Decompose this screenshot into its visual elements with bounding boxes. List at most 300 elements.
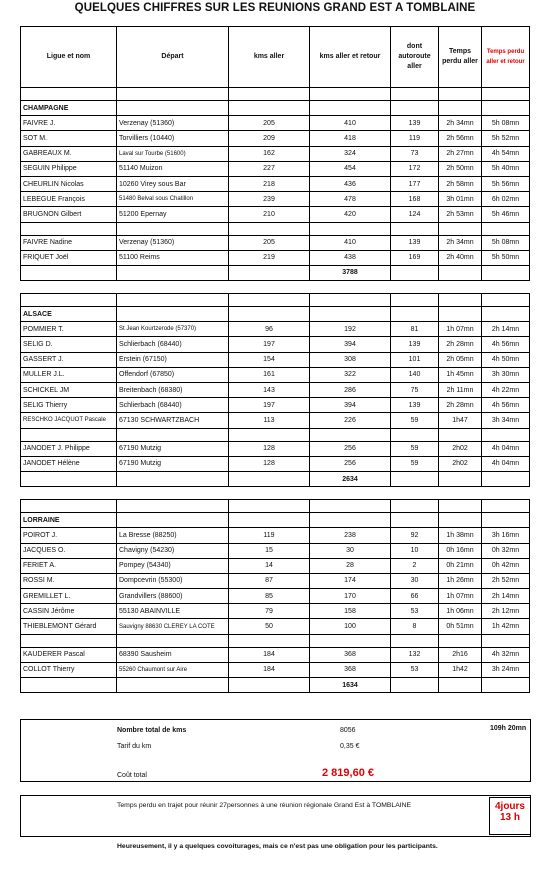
- kms-aller-cell: 184: [229, 647, 310, 662]
- temps-ar-cell: 3h 16mn: [482, 528, 530, 543]
- temps-ar-cell: 4h 56mn: [482, 337, 530, 352]
- temps-ar-cell: 5h 56mn: [482, 176, 530, 191]
- temps-cell: 2h 34mn: [439, 116, 482, 131]
- kms-aller-cell: 15: [229, 543, 310, 558]
- spacer-cell: [310, 281, 391, 294]
- data-table: [20, 26, 530, 693]
- temps-ar-cell: 0h 42mn: [482, 558, 530, 573]
- table-row: [21, 337, 530, 352]
- temps-cell: 2h 58mn: [439, 176, 482, 191]
- kms-ar-cell: 420: [310, 207, 391, 222]
- kms-ar-cell: 256: [310, 441, 391, 456]
- departure-cell: Laval sur Tourbe (51600): [117, 146, 229, 161]
- name-cell: POMMIER T.: [21, 322, 117, 337]
- kms-aller-cell: 219: [229, 250, 310, 265]
- kms-ar-cell: 368: [310, 662, 391, 677]
- name-cell: GABREAUX M.: [21, 146, 117, 161]
- name-cell: RESCHKO JACQUOT Pascale: [21, 413, 117, 428]
- spacer-cell: [117, 428, 229, 441]
- total-empty-cell: [117, 265, 229, 280]
- name-cell: ROSSI M.: [21, 573, 117, 588]
- header-temps-ar: Temps perdu aller et retour: [482, 27, 530, 88]
- departure-cell: Grandvillers (88600): [117, 589, 229, 604]
- spacer-cell: [482, 294, 530, 307]
- name-cell: THIEBLEMONT Gérard: [21, 619, 117, 634]
- spacer-cell: [229, 222, 310, 235]
- spacer-cell: [229, 88, 310, 101]
- kms-aller-cell: 143: [229, 383, 310, 398]
- temps-cell: 2h02: [439, 456, 482, 471]
- name-cell: MULLER J.L.: [21, 367, 117, 382]
- name-cell: FAIVRE Nadine: [21, 235, 117, 250]
- departure-cell: Schlierbach (68440): [117, 398, 229, 413]
- departure-cell: La Bresse (88250): [117, 528, 229, 543]
- region-empty-cell: [117, 101, 229, 116]
- region-empty-cell: [391, 307, 439, 322]
- temps-cell: 2h 34mn: [439, 235, 482, 250]
- table-row: [21, 367, 530, 382]
- header-temps: Temps perdu aller: [439, 27, 482, 88]
- table-row: [21, 543, 530, 558]
- cost-value: 2 819,60 €: [322, 767, 374, 779]
- departure-cell: 67190 Mutzig: [117, 456, 229, 471]
- kms-aller-cell: 197: [229, 398, 310, 413]
- temps-ar-cell: 2h 14mn: [482, 589, 530, 604]
- spacer-cell: [21, 428, 117, 441]
- kms-ar-cell: 322: [310, 367, 391, 382]
- table-row: [21, 619, 530, 634]
- region-name: CHAMPAGNE: [21, 101, 117, 116]
- total-empty-cell: [482, 265, 530, 280]
- kms-ar-cell: 438: [310, 250, 391, 265]
- temps-ar-cell: 4h 22mn: [482, 383, 530, 398]
- table-row: [21, 176, 530, 191]
- spacer-cell: [21, 88, 117, 101]
- departure-cell: 67190 Mutzig: [117, 441, 229, 456]
- header-autoroute: dont autoroute aller: [391, 27, 439, 88]
- kms-ar-cell: 174: [310, 573, 391, 588]
- departure-cell: Breitenbach (68380): [117, 383, 229, 398]
- temps-ar-cell: 5h 08mn: [482, 116, 530, 131]
- table-row: [21, 558, 530, 573]
- autoroute-cell: 101: [391, 352, 439, 367]
- table-row: [21, 383, 530, 398]
- autoroute-cell: 92: [391, 528, 439, 543]
- autoroute-cell: 30: [391, 573, 439, 588]
- total-kms-value: 8056: [340, 727, 356, 734]
- header-kms-ar: kms aller et retour: [310, 27, 391, 88]
- name-cell: JANODET J. Philippe: [21, 441, 117, 456]
- total-empty-cell: [229, 265, 310, 280]
- name-cell: FRIQUET Joël: [21, 250, 117, 265]
- temps-ar-cell: 5h 52mn: [482, 131, 530, 146]
- spacer-cell: [391, 634, 439, 647]
- spacer-row: [21, 634, 530, 647]
- page-title: QUELQUES CHIFFRES SUR LES REUNIONS GRAND EST A TOMBLAINE: [74, 2, 476, 14]
- spacer-cell: [21, 222, 117, 235]
- temps-cell: 2h 50mn: [439, 161, 482, 176]
- table-row: [21, 456, 530, 471]
- region-empty-cell: [310, 101, 391, 116]
- departure-cell: St Jean Kourtzerode (57370): [117, 322, 229, 337]
- header-kms-aller: kms aller: [229, 27, 310, 88]
- temps-ar-cell: 4h 50mn: [482, 352, 530, 367]
- spacer-cell: [439, 281, 482, 294]
- spacer-cell: [439, 222, 482, 235]
- spacer-cell: [229, 500, 310, 513]
- kms-ar-cell: 100: [310, 619, 391, 634]
- temps-ar-cell: 5h 46mn: [482, 207, 530, 222]
- autoroute-cell: 2: [391, 558, 439, 573]
- kms-ar-cell: 324: [310, 146, 391, 161]
- table-row: [21, 573, 530, 588]
- spacer-cell: [310, 634, 391, 647]
- name-cell: JACQUES O.: [21, 543, 117, 558]
- name-cell: POIROT J.: [21, 528, 117, 543]
- table-row: [21, 352, 530, 367]
- total-empty-cell: [439, 471, 482, 486]
- kms-aller-cell: 50: [229, 619, 310, 634]
- autoroute-cell: 172: [391, 161, 439, 176]
- autoroute-cell: 177: [391, 176, 439, 191]
- temps-ar-cell: 2h 52mn: [482, 573, 530, 588]
- temps-cell: 2h02: [439, 441, 482, 456]
- spacer-cell: [117, 281, 229, 294]
- autoroute-cell: 168: [391, 192, 439, 207]
- spacer-cell: [117, 634, 229, 647]
- kms-ar-cell: 308: [310, 352, 391, 367]
- autoroute-cell: 53: [391, 662, 439, 677]
- name-cell: FAIVRE J.: [21, 116, 117, 131]
- table-row: [21, 131, 530, 146]
- region-empty-cell: [117, 307, 229, 322]
- spacer-cell: [391, 88, 439, 101]
- spacer-cell: [229, 487, 310, 500]
- temps-cell: 2h 28mn: [439, 398, 482, 413]
- autoroute-cell: 81: [391, 322, 439, 337]
- table-row: [21, 207, 530, 222]
- departure-cell: Torvilliers (10440): [117, 131, 229, 146]
- spacer-cell: [229, 428, 310, 441]
- header-ligue: Ligue et nom: [21, 27, 117, 88]
- temps-cell: 0h 21mn: [439, 558, 482, 573]
- temps-ar-cell: 4h 04mn: [482, 441, 530, 456]
- autoroute-cell: 139: [391, 398, 439, 413]
- name-cell: SEGUIN Philippe: [21, 161, 117, 176]
- autoroute-cell: 139: [391, 235, 439, 250]
- region-total-row: [21, 678, 530, 693]
- departure-cell: 51200 Epernay: [117, 207, 229, 222]
- name-cell: SELIG Thierry: [21, 398, 117, 413]
- kms-ar-cell: 478: [310, 192, 391, 207]
- kms-ar-cell: 368: [310, 647, 391, 662]
- spacer-cell: [117, 222, 229, 235]
- kms-aller-cell: 85: [229, 589, 310, 604]
- spacer-cell: [482, 500, 530, 513]
- lost-time-text: Temps perdu en trajet pour réunir 27personnes à une réunion régionale Grand Est à TOMBLAINE: [117, 802, 412, 809]
- region-name: LORRAINE: [21, 513, 117, 528]
- tarif-value: 0,35 €: [340, 743, 360, 750]
- table-row: [21, 250, 530, 265]
- spacer-cell: [310, 222, 391, 235]
- temps-cell: 1h 06mn: [439, 604, 482, 619]
- region-empty-cell: [391, 101, 439, 116]
- departure-cell: 10260 Virey sous Bar: [117, 176, 229, 191]
- autoroute-cell: 139: [391, 116, 439, 131]
- departure-cell: Pompey (54340): [117, 558, 229, 573]
- name-cell: GASSERT J.: [21, 352, 117, 367]
- departure-cell: 67130 SCHWARTZBACH: [117, 413, 229, 428]
- name-cell: CHEURLIN Nicolas: [21, 176, 117, 191]
- autoroute-cell: 59: [391, 441, 439, 456]
- autoroute-cell: 59: [391, 413, 439, 428]
- region-empty-cell: [310, 307, 391, 322]
- temps-ar-cell: 5h 40mn: [482, 161, 530, 176]
- temps-ar-cell: 3h 24mn: [482, 662, 530, 677]
- region-empty-cell: [439, 307, 482, 322]
- departure-cell: Sauvigny 88630 CLEREY LA COTE: [117, 619, 229, 634]
- table-row: [21, 528, 530, 543]
- spacer-cell: [391, 487, 439, 500]
- kms-aller-cell: 218: [229, 176, 310, 191]
- region-total-row: [21, 265, 530, 280]
- name-cell: LEBEGUE François: [21, 192, 117, 207]
- kms-aller-cell: 96: [229, 322, 310, 337]
- spacer-cell: [117, 294, 229, 307]
- total-empty-cell: [482, 678, 530, 693]
- spacer-cell: [117, 487, 229, 500]
- autoroute-cell: 119: [391, 131, 439, 146]
- departure-cell: Offendorf (67850): [117, 367, 229, 382]
- spacer-cell: [310, 487, 391, 500]
- total-empty-cell: [117, 678, 229, 693]
- kms-aller-cell: 14: [229, 558, 310, 573]
- temps-cell: 2h 05mn: [439, 352, 482, 367]
- spacer-cell: [391, 500, 439, 513]
- temps-cell: 0h 16mn: [439, 543, 482, 558]
- region-total-value: 3788: [310, 265, 391, 280]
- kms-aller-cell: 79: [229, 604, 310, 619]
- region-empty-cell: [229, 307, 310, 322]
- kms-ar-cell: 454: [310, 161, 391, 176]
- temps-ar-cell: 5h 50mn: [482, 250, 530, 265]
- temps-cell: 2h 28mn: [439, 337, 482, 352]
- table-row: [21, 161, 530, 176]
- total-empty-cell: [117, 471, 229, 486]
- temps-cell: 2h 53mn: [439, 207, 482, 222]
- spacer-cell: [439, 634, 482, 647]
- spacer-cell: [482, 428, 530, 441]
- temps-ar-cell: 6h 02mn: [482, 192, 530, 207]
- departure-cell: Verzenay (51360): [117, 235, 229, 250]
- region-total-row: [21, 471, 530, 486]
- name-cell: JANODET Hélène: [21, 456, 117, 471]
- table-header-row: [21, 27, 530, 88]
- lost-time-result-box: [489, 797, 531, 835]
- departure-cell: 51100 Reims: [117, 250, 229, 265]
- kms-aller-cell: 210: [229, 207, 310, 222]
- temps-ar-cell: 0h 32mn: [482, 543, 530, 558]
- name-cell: SOT M.: [21, 131, 117, 146]
- kms-ar-cell: 410: [310, 235, 391, 250]
- departure-cell: 51480 Belval sous Chatillon: [117, 192, 229, 207]
- table-row: [21, 322, 530, 337]
- temps-ar-cell: 4h 32mn: [482, 647, 530, 662]
- autoroute-cell: 139: [391, 337, 439, 352]
- autoroute-cell: 10: [391, 543, 439, 558]
- spacer-cell: [229, 281, 310, 294]
- temps-ar-cell: 2h 12mn: [482, 604, 530, 619]
- kms-ar-cell: 256: [310, 456, 391, 471]
- kms-ar-cell: 158: [310, 604, 391, 619]
- total-empty-cell: [391, 265, 439, 280]
- region-empty-cell: [229, 101, 310, 116]
- autoroute-cell: 53: [391, 604, 439, 619]
- departure-cell: 51140 Muizon: [117, 161, 229, 176]
- total-kms-label: Nombre total de kms: [117, 727, 187, 734]
- spacer-cell: [391, 222, 439, 235]
- total-empty-cell: [391, 678, 439, 693]
- total-empty-cell: [439, 678, 482, 693]
- table-row: [21, 192, 530, 207]
- spacer-row: [21, 428, 530, 441]
- temps-ar-cell: 3h 30mn: [482, 367, 530, 382]
- spacer-cell: [482, 281, 530, 294]
- region-empty-cell: [229, 513, 310, 528]
- spacer-row: [21, 88, 530, 101]
- total-empty-cell: [391, 471, 439, 486]
- summary-box: [20, 719, 531, 782]
- total-empty-cell: [482, 471, 530, 486]
- kms-aller-cell: 162: [229, 146, 310, 161]
- table-row: [21, 441, 530, 456]
- name-cell: SCHICKEL JM: [21, 383, 117, 398]
- region-empty-cell: [482, 513, 530, 528]
- kms-aller-cell: 128: [229, 456, 310, 471]
- temps-ar-cell: 2h 14mn: [482, 322, 530, 337]
- total-empty-cell: [21, 471, 117, 486]
- name-cell: CASSIN Jérôme: [21, 604, 117, 619]
- kms-ar-cell: 30: [310, 543, 391, 558]
- total-empty-cell: [229, 678, 310, 693]
- kms-aller-cell: 197: [229, 337, 310, 352]
- table-row: [21, 604, 530, 619]
- kms-ar-cell: 226: [310, 413, 391, 428]
- spacer-cell: [21, 634, 117, 647]
- kms-ar-cell: 170: [310, 589, 391, 604]
- spacer-row: [21, 500, 530, 513]
- kms-ar-cell: 394: [310, 337, 391, 352]
- temps-cell: 2h 27mn: [439, 146, 482, 161]
- departure-cell: Verzenay (51360): [117, 116, 229, 131]
- kms-aller-cell: 209: [229, 131, 310, 146]
- spacer-row: [21, 281, 530, 294]
- lost-hours: 13 h: [499, 812, 520, 823]
- total-empty-cell: [21, 265, 117, 280]
- temps-cell: 1h 07mn: [439, 322, 482, 337]
- kms-ar-cell: 28: [310, 558, 391, 573]
- table-row: [21, 398, 530, 413]
- kms-ar-cell: 418: [310, 131, 391, 146]
- temps-ar-cell: 1h 42mn: [482, 619, 530, 634]
- kms-ar-cell: 436: [310, 176, 391, 191]
- temps-cell: 2h 11mn: [439, 383, 482, 398]
- autoroute-cell: 66: [391, 589, 439, 604]
- region-empty-cell: [439, 513, 482, 528]
- region-name: ALSACE: [21, 307, 117, 322]
- region-total-value: 2634: [310, 471, 391, 486]
- spacer-cell: [310, 500, 391, 513]
- temps-cell: 1h 07mn: [439, 589, 482, 604]
- temps-ar-cell: 5h 08mn: [482, 235, 530, 250]
- spacer-cell: [439, 487, 482, 500]
- departure-cell: Chavigny (54230): [117, 543, 229, 558]
- spacer-cell: [391, 294, 439, 307]
- spacer-cell: [117, 500, 229, 513]
- spacer-cell: [117, 88, 229, 101]
- name-cell: FERIET A.: [21, 558, 117, 573]
- spacer-cell: [482, 222, 530, 235]
- autoroute-cell: 75: [391, 383, 439, 398]
- kms-aller-cell: 161: [229, 367, 310, 382]
- tarif-label: Tarif du km: [117, 743, 152, 750]
- temps-cell: 1h47: [439, 413, 482, 428]
- name-cell: COLLOT Thierry: [21, 662, 117, 677]
- spacer-cell: [482, 88, 530, 101]
- spacer-cell: [310, 294, 391, 307]
- table-row: [21, 146, 530, 161]
- region-empty-cell: [482, 307, 530, 322]
- kms-aller-cell: 87: [229, 573, 310, 588]
- temps-cell: 2h 40mn: [439, 250, 482, 265]
- kms-aller-cell: 227: [229, 161, 310, 176]
- temps-cell: 3h 01mn: [439, 192, 482, 207]
- spacer-cell: [482, 487, 530, 500]
- kms-ar-cell: 192: [310, 322, 391, 337]
- total-empty-cell: [21, 678, 117, 693]
- region-row: [21, 101, 530, 116]
- departure-cell: Dompcevrin (55300): [117, 573, 229, 588]
- spacer-row: [21, 222, 530, 235]
- spacer-cell: [439, 428, 482, 441]
- spacer-cell: [439, 500, 482, 513]
- table-row: [21, 589, 530, 604]
- name-cell: BRUGNON Gilbert: [21, 207, 117, 222]
- region-total-value: 1634: [310, 678, 391, 693]
- autoroute-cell: 124: [391, 207, 439, 222]
- kms-aller-cell: 239: [229, 192, 310, 207]
- name-cell: SELIG D.: [21, 337, 117, 352]
- autoroute-cell: 59: [391, 456, 439, 471]
- spacer-cell: [482, 634, 530, 647]
- temps-cell: 2h 56mn: [439, 131, 482, 146]
- name-cell: KAUDERER Pascal: [21, 647, 117, 662]
- temps-cell: 1h 26mn: [439, 573, 482, 588]
- region-empty-cell: [391, 513, 439, 528]
- region-empty-cell: [117, 513, 229, 528]
- temps-cell: 1h 38mn: [439, 528, 482, 543]
- departure-cell: Erstein (67150): [117, 352, 229, 367]
- spacer-cell: [310, 428, 391, 441]
- kms-aller-cell: 119: [229, 528, 310, 543]
- autoroute-cell: 169: [391, 250, 439, 265]
- table-row: [21, 235, 530, 250]
- departure-cell: Schlierbach (68440): [117, 337, 229, 352]
- departure-cell: 55130 ABAINVILLE: [117, 604, 229, 619]
- total-time-value: 109h 20mn: [490, 725, 527, 732]
- kms-aller-cell: 154: [229, 352, 310, 367]
- note-text: Heureusement, il y a quelques covoiturages, mais ce n'est pas une obligation pour les participants.: [117, 843, 438, 850]
